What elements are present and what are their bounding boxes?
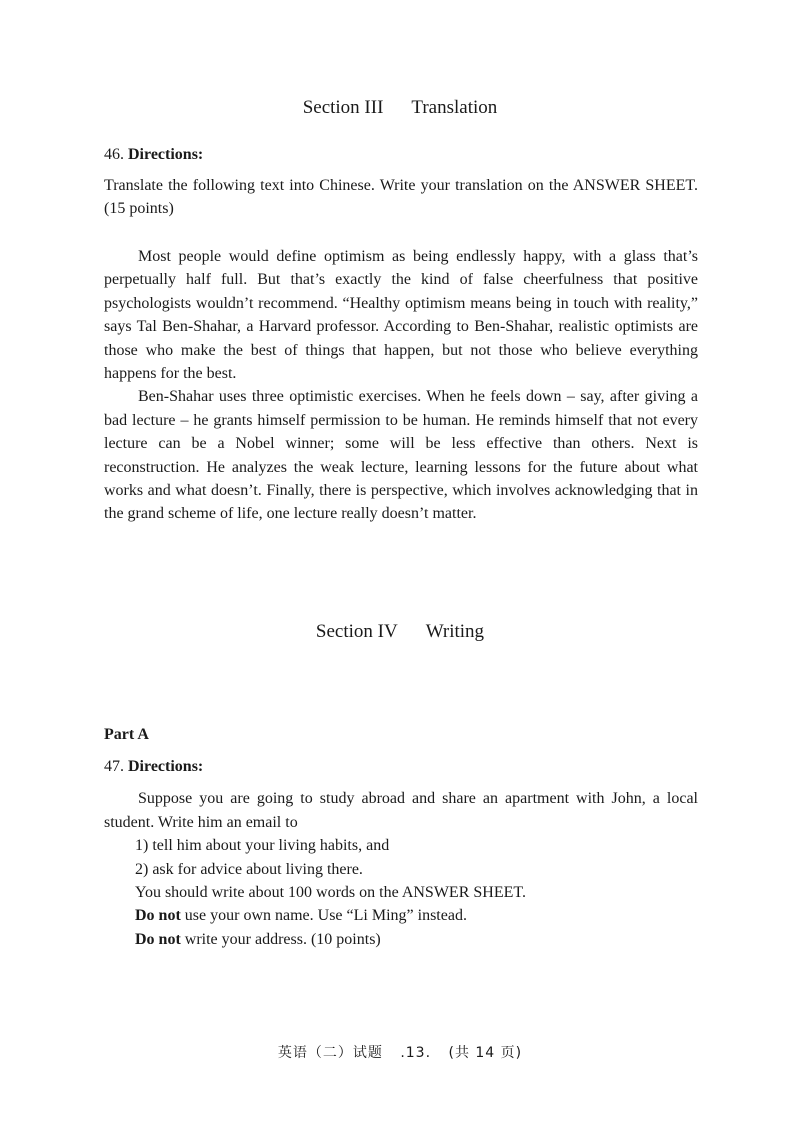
footer-total-pages: (共 14 页)	[448, 1045, 523, 1061]
question-46-heading	[104, 146, 203, 164]
rule-text: use your own name. Use “Li Ming” instead.	[184, 907, 467, 924]
question-47-intro	[104, 787, 698, 835]
name-rule	[135, 907, 467, 925]
address-rule	[135, 931, 381, 949]
footer-subject: 英语（二）试题	[277, 1045, 383, 1061]
question-number: 46.	[104, 146, 124, 163]
writing-task-intro: Suppose you are going to study abroad and share an apartment with John, a local student. Write him an email to	[104, 790, 698, 831]
page-footer	[0, 1042, 800, 1062]
word-count-instruction: You should write about 100 words on the ANSWER SHEET.	[135, 884, 526, 901]
rule-emphasis: Do not	[135, 907, 181, 924]
rule-emphasis: Do not	[135, 931, 181, 948]
footer-page-number: .13.	[400, 1045, 432, 1061]
task-item-1: 1) tell him about your living habits, and	[135, 837, 390, 854]
directions-label: Directions:	[128, 758, 204, 775]
translation-passage	[104, 245, 698, 526]
passage-paragraph-2: Ben-Shahar uses three optimistic exercises. When he feels down – say, after giving a bad lecture – he grants himself permission to be human. He reminds himself that not every lecture can be a Nobel winner; some will be less effective than others. Next is reconstruction. He analyzes the weak lecture, learning lessons for the future about what works and what doesn’t. Finally, there is perspective, which involves acknowledging that in the grand scheme of life, one lecture really doesn’t matter.	[104, 388, 698, 523]
rule-text: write your address. (10 points)	[184, 931, 381, 948]
passage-paragraph-1: Most people would define optimism as being endlessly happy, with a glass that’s perpetually half full. But that’s exactly the kind of false cheerfulness that positive psychologists wouldn’t recommend. “Healthy optimism means being in touch with reality,” says Tal Ben-Shahar, a Harvard professor. According to Ben-Shahar, realistic optimists are those who make the best of things that happen, but not those who believe everything happens for the best.	[104, 248, 698, 383]
task-item-2: 2) ask for advice about living there.	[135, 861, 363, 878]
directions-label: Directions:	[128, 146, 204, 163]
section-name: Translation	[411, 97, 498, 118]
part-a-heading: Part A	[104, 726, 149, 743]
section-name: Writing	[425, 621, 485, 642]
section-title-translation	[0, 97, 800, 119]
question-47-heading	[104, 758, 203, 776]
section-label: Section IV	[315, 621, 398, 642]
directions-text: Translate the following text into Chinese. Write your translation on the ANSWER SHEET.(15 points)	[104, 177, 698, 217]
question-46-directions	[104, 174, 698, 220]
section-label: Section III	[302, 97, 384, 118]
question-number: 47.	[104, 758, 124, 775]
section-title-writing	[0, 621, 800, 643]
